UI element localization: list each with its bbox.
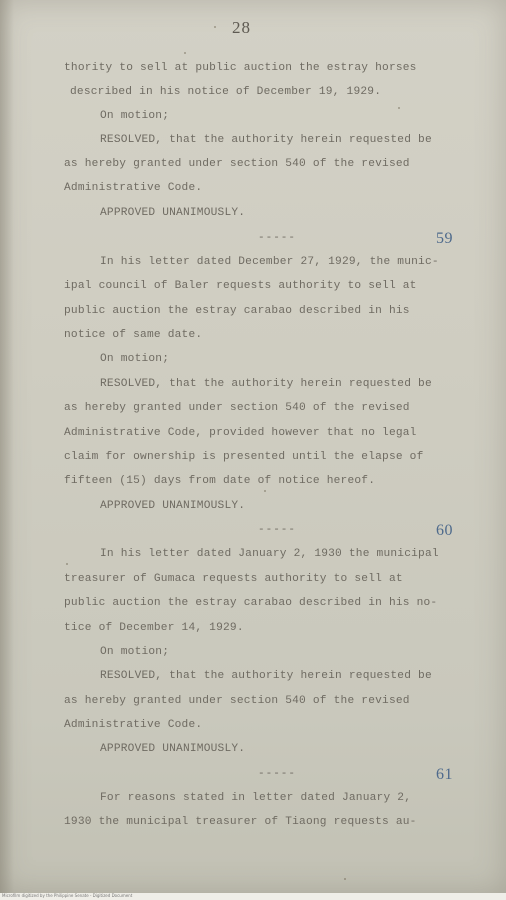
item-number-61: 61 <box>436 766 453 783</box>
text-line: On motion; <box>100 110 170 122</box>
text-line: In his letter dated December 27, 1929, the munic- <box>100 256 439 268</box>
paper-speck <box>66 563 68 565</box>
paper-speck <box>214 26 216 28</box>
text-line: described in his notice of December 19, 1929. <box>70 86 382 98</box>
text-line: In his letter dated January 2, 1930 the municipal <box>100 548 439 560</box>
text-line: RESOLVED, that the authority herein requested be <box>100 670 432 682</box>
paper-speck <box>344 878 346 880</box>
text-line: treasurer of Gumaca requests authority to sell at <box>64 573 403 585</box>
text-line: Administrative Code. <box>64 182 203 194</box>
item-number-60: 60 <box>436 522 453 539</box>
text-line: as hereby granted under section 540 of the revised <box>64 402 410 414</box>
text-line: as hereby granted under section 540 of the revised <box>64 158 410 170</box>
text-line: On motion; <box>100 353 170 365</box>
text-line: public auction the estray carabao described in his <box>64 305 410 317</box>
text-line: thority to sell at public auction the estray horses <box>64 62 417 74</box>
text-line: RESOLVED, that the authority herein requested be <box>100 134 432 146</box>
text-line: Administrative Code. <box>64 719 203 731</box>
text-line: as hereby granted under section 540 of the revised <box>64 695 410 707</box>
text-line: ipal council of Baler requests authority to sell at <box>64 280 417 292</box>
text-line: APPROVED UNANIMOUSLY. <box>100 743 246 755</box>
text-line: APPROVED UNANIMOUSLY. <box>100 207 246 219</box>
text-line: Administrative Code, provided however that no legal <box>64 427 417 439</box>
paper-speck <box>184 52 186 54</box>
paper-speck <box>264 490 266 492</box>
text-line: notice of same date. <box>64 329 203 341</box>
text-line: RESOLVED, that the authority herein requested be <box>100 378 432 390</box>
separator: ----- <box>258 524 297 536</box>
text-line: fifteen (15) days from date of notice hereof. <box>64 475 376 487</box>
page-number: 28 <box>232 18 251 37</box>
text-line: 1930 the municipal treasurer of Tiaong requests au- <box>64 816 417 828</box>
item-number-59: 59 <box>436 230 453 247</box>
separator: ----- <box>258 768 297 780</box>
text-line: public auction the estray carabao described in his no- <box>64 597 438 609</box>
text-line: claim for ownership is presented until the elapse of <box>64 451 424 463</box>
footer-strip <box>0 893 506 900</box>
paper-speck <box>398 107 400 109</box>
text-line: APPROVED UNANIMOUSLY. <box>100 500 246 512</box>
text-line: On motion; <box>100 646 170 658</box>
separator: ----- <box>258 232 297 244</box>
footer-caption: Microfilm digitized by the Philippine Senate - Digitized Document <box>2 893 133 898</box>
text-line: For reasons stated in letter dated January 2, <box>100 792 412 804</box>
text-line: tice of December 14, 1929. <box>64 622 244 634</box>
